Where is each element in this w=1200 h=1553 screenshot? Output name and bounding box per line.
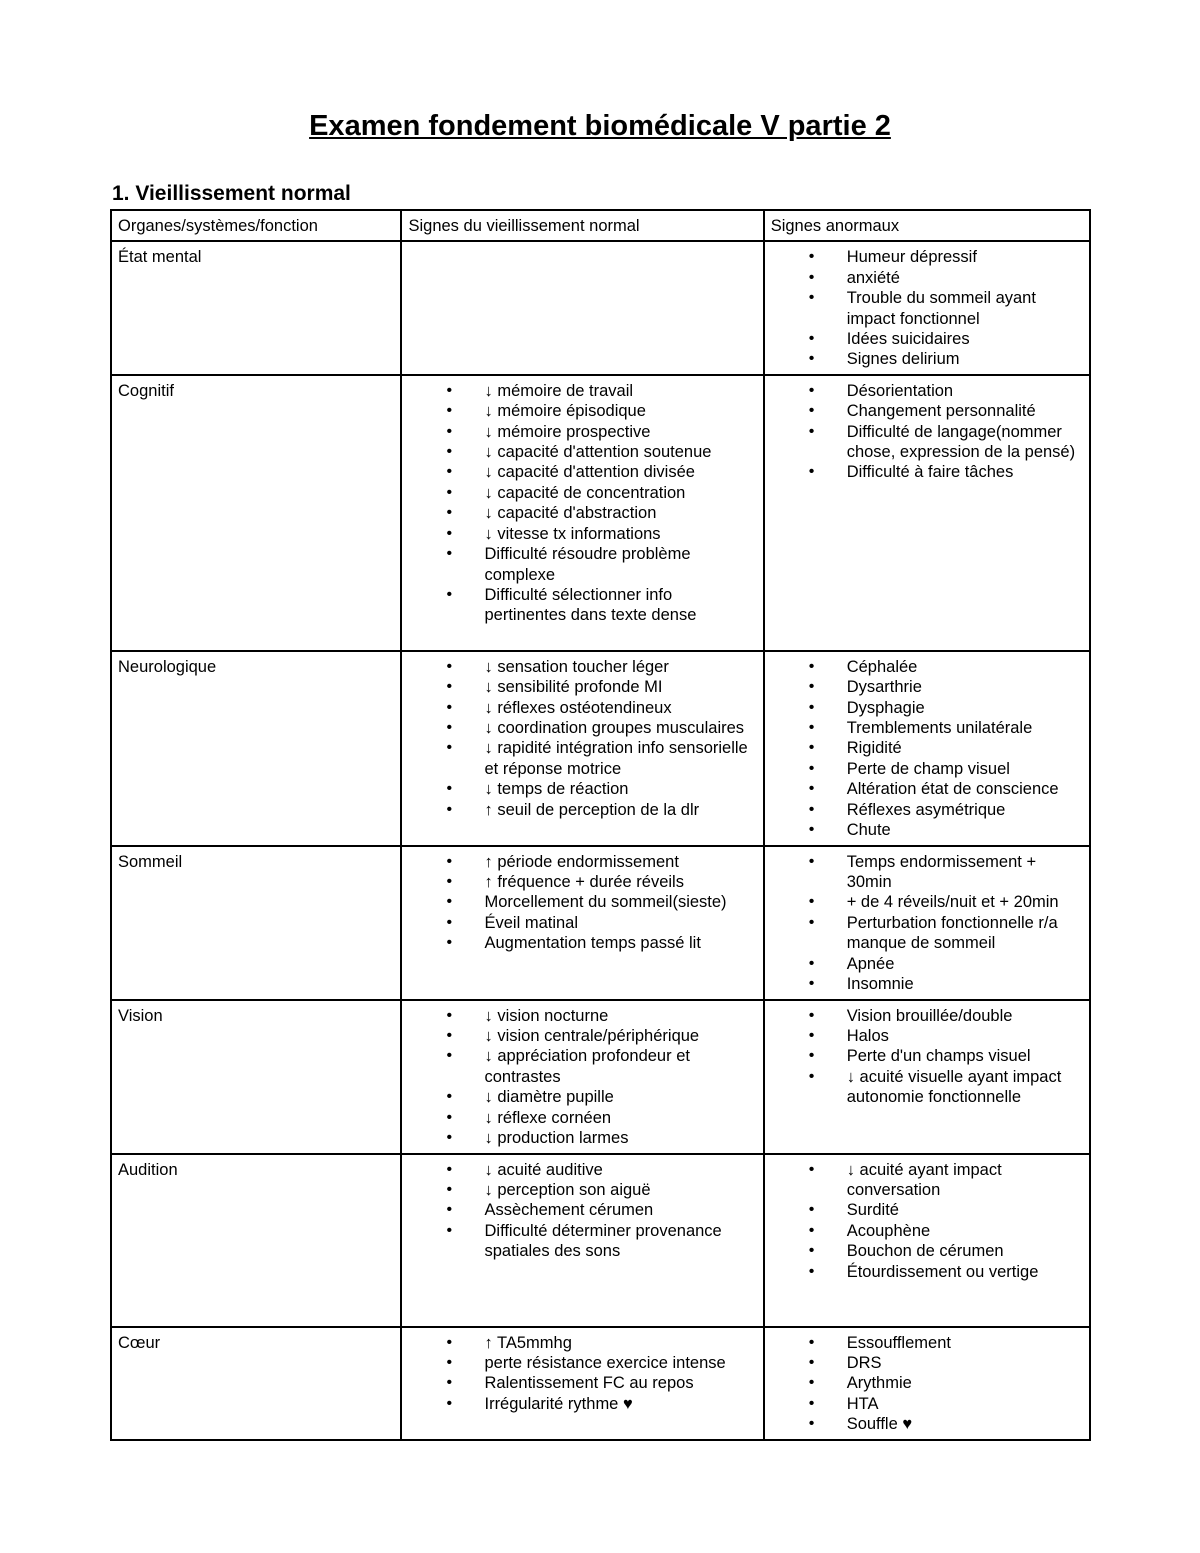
- list-item: • ↑ fréquence + durée réveils: [408, 872, 756, 892]
- table-row: [111, 1154, 1090, 1327]
- normal-signs-list: [408, 852, 756, 954]
- list-item: • ↓ rapidité intégration info sensorielle et réponse motrice: [408, 738, 756, 779]
- abnormal-signs-list: [771, 247, 1083, 369]
- abnormal-signs-cell: [764, 241, 1090, 374]
- organ-cell: Audition: [111, 1154, 401, 1327]
- document-title: Examen fondement biomédicale V partie 2: [309, 110, 891, 142]
- section-heading: 1. Vieillissement normal: [112, 182, 351, 205]
- list-item: • Désorientation: [771, 381, 1083, 401]
- table-row: [111, 651, 1090, 846]
- organ-cell: Vision: [111, 1000, 401, 1154]
- table-row: [111, 375, 1090, 651]
- header-organ: Organes/systèmes/fonction: [111, 210, 401, 241]
- list-item: • ↑ seuil de perception de la dlr: [408, 800, 756, 820]
- organ-cell: Cognitif: [111, 375, 401, 651]
- list-item: • Ralentissement FC au repos: [408, 1373, 756, 1393]
- list-item: • Céphalée: [771, 657, 1083, 677]
- list-item: • ↓ acuité auditive: [408, 1160, 756, 1180]
- list-item: • anxiété: [771, 268, 1083, 288]
- list-item: • Arythmie: [771, 1373, 1083, 1393]
- list-item: • Acouphène: [771, 1221, 1083, 1241]
- list-item: • ↓ capacité de concentration: [408, 483, 756, 503]
- list-item: • ↓ diamètre pupille: [408, 1087, 756, 1107]
- table-row: [111, 241, 1090, 374]
- table-row: [111, 1327, 1090, 1440]
- list-item: • ↓ mémoire épisodique: [408, 401, 756, 421]
- list-item: • ↓ sensation toucher léger: [408, 657, 756, 677]
- normal-signs-list: [408, 1160, 756, 1262]
- list-item: • ↓ mémoire de travail: [408, 381, 756, 401]
- normal-signs-list: [408, 381, 756, 626]
- abnormal-signs-list: [771, 852, 1083, 995]
- list-item: • Morcellement du sommeil(sieste): [408, 892, 756, 912]
- list-item: • Essoufflement: [771, 1333, 1083, 1353]
- abnormal-signs-cell: [764, 375, 1090, 651]
- normal-signs-cell: [401, 846, 763, 1000]
- organ-cell: État mental: [111, 241, 401, 374]
- list-item: • Assèchement cérumen: [408, 1200, 756, 1220]
- list-item: • ↓ mémoire prospective: [408, 422, 756, 442]
- list-item: • Humeur dépressif: [771, 247, 1083, 267]
- list-item: • Souffle ♥: [771, 1414, 1083, 1434]
- abnormal-signs-cell: [764, 1000, 1090, 1154]
- list-item: • HTA: [771, 1394, 1083, 1414]
- list-item: • ↓ perception son aiguë: [408, 1180, 756, 1200]
- list-item: • Perturbation fonctionnelle r/a manque de sommeil: [771, 913, 1083, 954]
- list-item: • Dysphagie: [771, 698, 1083, 718]
- list-item: • Irrégularité rythme ♥: [408, 1394, 756, 1414]
- list-item: • Perte d'un champs visuel: [771, 1046, 1083, 1066]
- header-abnormal-signs: Signes anormaux: [764, 210, 1090, 241]
- list-item: • ↓ vitesse tx informations: [408, 524, 756, 544]
- table-body: [111, 241, 1090, 1439]
- list-item: • ↑ TA5mmhg: [408, 1333, 756, 1353]
- normal-signs-list: [408, 657, 756, 820]
- list-item: • Surdité: [771, 1200, 1083, 1220]
- list-item: • Difficulté de langage(nommer chose, expression de la pensé): [771, 422, 1083, 463]
- list-item: • ↓ production larmes: [408, 1128, 756, 1148]
- list-item: • Difficulté déterminer provenance spatiales des sons: [408, 1221, 756, 1262]
- list-item: • Réflexes asymétrique: [771, 800, 1083, 820]
- table-row: [111, 1000, 1090, 1154]
- list-item: • Changement personnalité: [771, 401, 1083, 421]
- list-item: • Tremblements unilatérale: [771, 718, 1083, 738]
- header-normal-signs: Signes du vieillissement normal: [401, 210, 763, 241]
- list-item: • Éveil matinal: [408, 913, 756, 933]
- list-item: • Insomnie: [771, 974, 1083, 994]
- organ-cell: Neurologique: [111, 651, 401, 846]
- abnormal-signs-cell: [764, 1327, 1090, 1440]
- list-item: • ↓ réflexe cornéen: [408, 1108, 756, 1128]
- list-item: • Trouble du sommeil ayant impact fonctionnel: [771, 288, 1083, 329]
- list-item: • Altération état de conscience: [771, 779, 1083, 799]
- list-item: • ↓ vision centrale/périphérique: [408, 1026, 756, 1046]
- list-item: • DRS: [771, 1353, 1083, 1373]
- normal-signs-cell: [401, 375, 763, 651]
- list-item: • ↓ capacité d'attention divisée: [408, 462, 756, 482]
- list-item: • ↓ vision nocturne: [408, 1006, 756, 1026]
- list-item: • Perte de champ visuel: [771, 759, 1083, 779]
- list-item: • ↓ réflexes ostéotendineux: [408, 698, 756, 718]
- organ-cell: Sommeil: [111, 846, 401, 1000]
- normal-signs-list: [408, 1006, 756, 1149]
- abnormal-signs-list: [771, 1160, 1083, 1282]
- list-item: • ↓ acuité ayant impact conversation: [771, 1160, 1083, 1201]
- table-header-row: [111, 210, 1090, 241]
- list-item: • Halos: [771, 1026, 1083, 1046]
- list-item: • ↓ temps de réaction: [408, 779, 756, 799]
- list-item: • ↓ appréciation profondeur et contrastes: [408, 1046, 756, 1087]
- aging-signs-table: [110, 209, 1091, 1441]
- list-item: • ↓ coordination groupes musculaires: [408, 718, 756, 738]
- list-item: • Bouchon de cérumen: [771, 1241, 1083, 1261]
- abnormal-signs-list: [771, 657, 1083, 841]
- list-item: • Temps endormissement + 30min: [771, 852, 1083, 893]
- list-item: • Augmentation temps passé lit: [408, 933, 756, 953]
- list-item: • Difficulté sélectionner info pertinentes dans texte dense: [408, 585, 756, 626]
- abnormal-signs-cell: [764, 846, 1090, 1000]
- list-item: • Dysarthrie: [771, 677, 1083, 697]
- normal-signs-list: [408, 1333, 756, 1415]
- normal-signs-cell: [401, 1154, 763, 1327]
- list-item: • Étourdissement ou vertige: [771, 1262, 1083, 1282]
- abnormal-signs-cell: [764, 651, 1090, 846]
- normal-signs-cell: [401, 1327, 763, 1440]
- list-item: • Signes delirium: [771, 349, 1083, 369]
- list-item: • ↓ capacité d'abstraction: [408, 503, 756, 523]
- list-item: • + de 4 réveils/nuit et + 20min: [771, 892, 1083, 912]
- normal-signs-cell: [401, 651, 763, 846]
- list-item: • perte résistance exercice intense: [408, 1353, 756, 1373]
- list-item: • Apnée: [771, 954, 1083, 974]
- list-item: • Difficulté résoudre problème complexe: [408, 544, 756, 585]
- list-item: • ↓ acuité visuelle ayant impact autonomie fonctionnelle: [771, 1067, 1083, 1108]
- abnormal-signs-cell: [764, 1154, 1090, 1327]
- list-item: • ↓ sensibilité profonde MI: [408, 677, 756, 697]
- organ-cell: Cœur: [111, 1327, 401, 1440]
- list-item: • Rigidité: [771, 738, 1083, 758]
- normal-signs-cell: [401, 241, 763, 374]
- list-item: • ↑ période endormissement: [408, 852, 756, 872]
- table-row: [111, 846, 1090, 1000]
- list-item: • Difficulté à faire tâches: [771, 462, 1083, 482]
- abnormal-signs-list: [771, 381, 1083, 483]
- list-item: • Idées suicidaires: [771, 329, 1083, 349]
- normal-signs-cell: [401, 1000, 763, 1154]
- list-item: • Chute: [771, 820, 1083, 840]
- abnormal-signs-list: [771, 1333, 1083, 1435]
- list-item: • Vision brouillée/double: [771, 1006, 1083, 1026]
- list-item: • ↓ capacité d'attention soutenue: [408, 442, 756, 462]
- abnormal-signs-list: [771, 1006, 1083, 1108]
